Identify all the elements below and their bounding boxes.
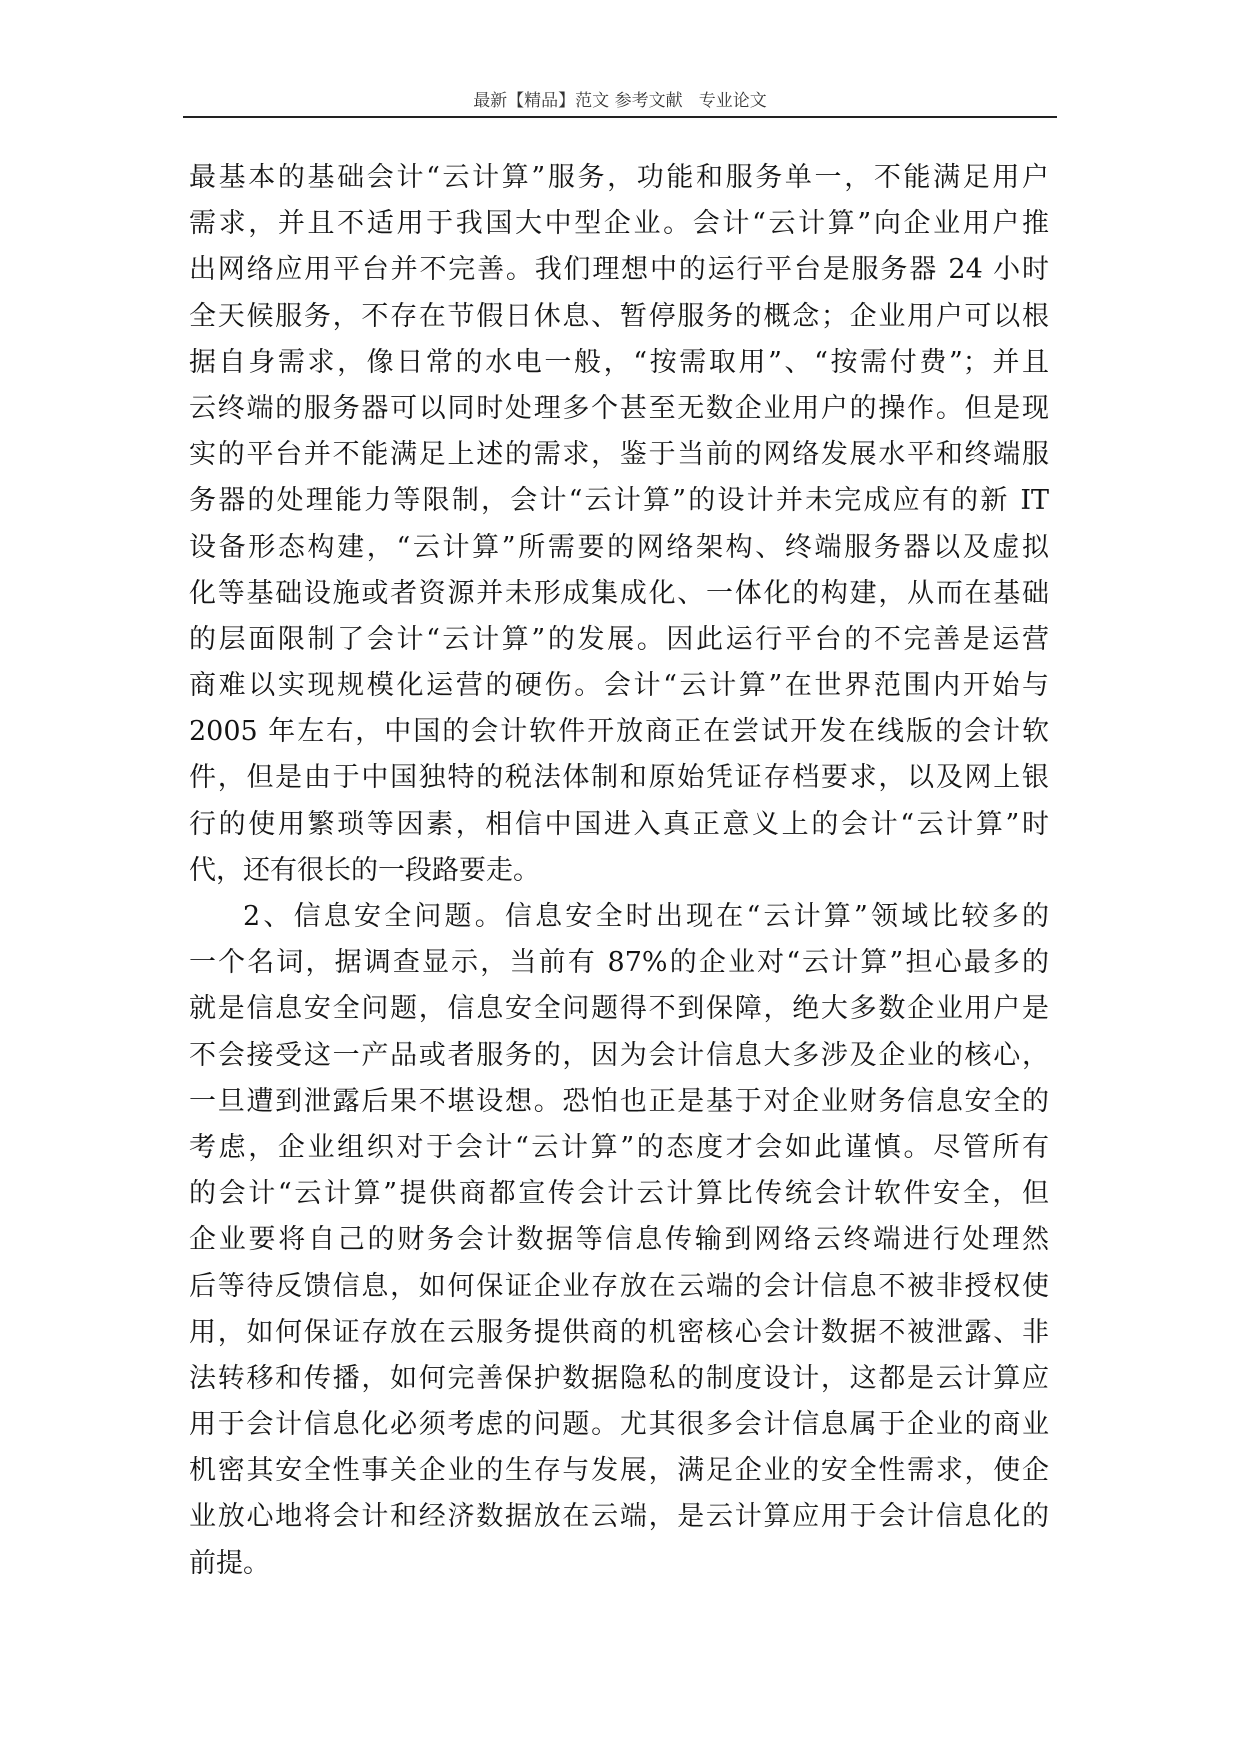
text-line: 业放心地将会计和经济数据放在云端，是云计算应用于会计信息化的 <box>189 1501 1049 1533</box>
text-line: 用于会计信息化必须考虑的问题。尤其很多会计信息属于企业的商业 <box>189 1409 1049 1441</box>
text-line: 的会计“云计算”提供商都宣传会计云计算比传统会计软件安全，但 <box>189 1178 1049 1210</box>
text-line: 务器的处理能力等限制，会计“云计算”的设计并未完成应有的新 IT <box>189 485 1049 517</box>
text-line: 不会接受这一产品或者服务的，因为会计信息大多涉及企业的核心， <box>189 1039 1049 1071</box>
text-line: 云终端的服务器可以同时处理多个甚至无数企业用户的操作。但是现 <box>189 392 1049 424</box>
text-line: 就是信息安全问题，信息安全问题得不到保障，绝大多数企业用户是 <box>189 993 1049 1025</box>
text-line: 用，如何保证存放在云服务提供商的机密核心会计数据不被泄露、非 <box>189 1316 1049 1348</box>
text-line: 机密其安全性事关企业的生存与发展，满足企业的安全性需求，使企 <box>189 1455 1049 1487</box>
text-line: 2、信息安全问题。信息安全时出现在“云计算”领域比较多的 <box>243 901 1049 932</box>
page-header: 最新【精品】范文 参考文献 专业论文 <box>473 91 767 111</box>
text-line: 需求，并且不适用于我国大中型企业。会计“云计算”向企业用户推 <box>189 208 1049 240</box>
text-line: 设备形态构建，“云计算”所需要的网络架构、终端服务器以及虚拟 <box>189 531 1049 563</box>
text-line: 一个名词，据调查显示，当前有 87%的企业对“云计算”担心最多的 <box>189 947 1049 979</box>
text-line: 前提。 <box>189 1547 270 1579</box>
text-line: 化等基础设施或者资源并未形成集成化、一体化的构建，从而在基础 <box>189 577 1049 609</box>
text-line: 2005 年左右，中国的会计软件开放商正在尝试开发在线版的会计软 <box>189 716 1049 748</box>
paragraph-info-security <box>189 894 1049 1587</box>
text-line: 最基本的基础会计“云计算”服务，功能和服务单一，不能满足用户 <box>189 162 1049 193</box>
text-line: 商难以实现规模化运营的硬伤。会计“云计算”在世界范围内开始与 <box>189 670 1049 702</box>
text-line: 考虑，企业组织对于会计“云计算”的态度才会如此谨慎。尽管所有 <box>189 1131 1049 1163</box>
text-line: 实的平台并不能满足上述的需求，鉴于当前的网络发展水平和终端服 <box>189 439 1049 471</box>
header-divider <box>183 116 1057 118</box>
text-line: 企业要将自己的财务会计数据等信息传输到网络云终端进行处理然 <box>189 1224 1049 1256</box>
text-line: 全天候服务，不存在节假日休息、暂停服务的概念；企业用户可以根 <box>189 300 1049 332</box>
body-text <box>189 155 1049 1587</box>
text-line: 法转移和传播，如何完善保护数据隐私的制度设计，这都是云计算应 <box>189 1362 1049 1394</box>
text-line: 据自身需求，像日常的水电一般，“按需取用”、“按需付费”；并且 <box>189 346 1049 378</box>
text-line: 件，但是由于中国独特的税法体制和原始凭证存档要求，以及网上银 <box>189 762 1049 794</box>
text-line: 后等待反馈信息，如何保证企业存放在云端的会计信息不被非授权使 <box>189 1270 1049 1302</box>
text-line: 代，还有很长的一段路要走。 <box>189 854 540 886</box>
text-line: 出网络应用平台并不完善。我们理想中的运行平台是服务器 24 小时 <box>189 254 1049 286</box>
text-line: 的层面限制了会计“云计算”的发展。因此运行平台的不完善是运营 <box>189 623 1049 655</box>
text-line: 行的使用繁琐等因素，相信中国进入真正意义上的会计“云计算”时 <box>189 808 1049 840</box>
paragraph-cloud-platform <box>189 155 1049 894</box>
text-line: 一旦遭到泄露后果不堪设想。恐怕也正是基于对企业财务信息安全的 <box>189 1085 1049 1117</box>
